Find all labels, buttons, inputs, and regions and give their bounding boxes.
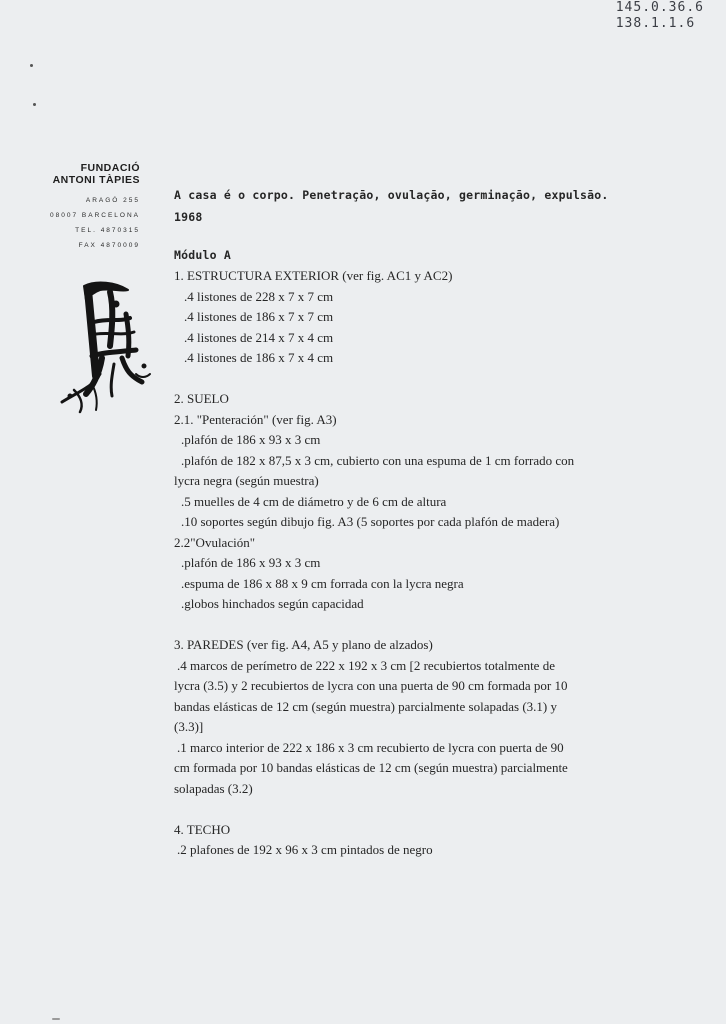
letterhead-name-line2: ANTONI TÀPIES bbox=[52, 174, 140, 186]
letterhead bbox=[48, 162, 140, 251]
section-2-heading: 2. SUELO bbox=[174, 391, 229, 406]
section-3-line: solapadas (3.2) bbox=[174, 780, 253, 796]
section-2-1-item: .plafón de 186 x 93 x 3 cm bbox=[181, 432, 321, 447]
section-1-item: .4 listones de 214 x 7 x 4 cm bbox=[184, 329, 334, 345]
letterhead-tel: TEL. 4870315 bbox=[75, 227, 140, 234]
fundacio-logo-chair-icon bbox=[56, 278, 154, 418]
paper-speck bbox=[52, 1018, 60, 1020]
section-4-item: .2 plafones de 192 x 96 x 3 cm pintados de negro bbox=[177, 842, 433, 857]
letterhead-name-line1: FUNDACIÓ bbox=[80, 162, 140, 174]
section-2-1-item: .10 soportes según dibujo fig. A3 (5 soportes por cada plafón de madera) bbox=[181, 514, 560, 529]
section-3-line: cm formada por 10 bandas elásticas de 12 cm (según muestra) parcialmente bbox=[174, 760, 568, 775]
section-2-1-item: .5 muelles de 4 cm de diámetro y de 6 cm de altura bbox=[181, 493, 447, 509]
section-2-2-item: .plafón de 186 x 93 x 3 cm bbox=[181, 555, 321, 570]
section-2-2-item: .espuma de 186 x 88 x 9 cm forrada con la lycra negra bbox=[181, 575, 464, 591]
section-4-heading: 4. TECHO bbox=[174, 821, 231, 837]
letterhead-address-line2: 08007 BARCELONA bbox=[50, 212, 140, 219]
letterhead-address-line1: ARAGÓ 255 bbox=[85, 197, 140, 204]
archive-handwritten-marks bbox=[616, 0, 704, 32]
document-title: A casa é o corpo. Penetraçāo, ovulaçāo, germinaçāo, expulsāo. bbox=[174, 188, 609, 202]
section-2-2-item: .globos hinchados según capacidad bbox=[181, 596, 364, 611]
archive-mark-2: 138.1.1.6 bbox=[615, 16, 696, 31]
section-3-line: (3.3)] bbox=[174, 719, 204, 734]
section-1-item: .4 listones de 186 x 7 x 4 cm bbox=[184, 350, 334, 365]
archive-mark-1: 145.0.36.6 bbox=[615, 0, 704, 15]
section-1-item: .4 listones de 228 x 7 x 7 cm bbox=[184, 288, 334, 304]
section-1-item: .4 listones de 186 x 7 x 7 cm bbox=[184, 309, 334, 324]
section-3-line: bandas elásticas de 12 cm (según muestra) parcialmente solapadas (3.1) y bbox=[174, 698, 557, 714]
section-3-line: .4 marcos de perímetro de 222 x 192 x 3 cm [2 recubiertos totalmente de bbox=[177, 657, 555, 673]
document-year: 1968 bbox=[174, 210, 203, 224]
section-3-line: .1 marco interior de 222 x 186 x 3 cm recubierto de lycra con puerta de 90 bbox=[177, 739, 564, 755]
letterhead-fax: FAX 4870009 bbox=[78, 242, 140, 249]
section-2-2-heading: 2.2"Ovulación" bbox=[174, 534, 256, 550]
section-2-1-item-continued: lycra negra (según muestra) bbox=[174, 473, 319, 488]
module-heading: Módulo A bbox=[174, 248, 231, 262]
section-3-heading: 3. PAREDES (ver fig. A4, A5 y plano de alzados) bbox=[174, 637, 433, 652]
section-1-heading: 1. ESTRUCTURA EXTERIOR (ver fig. AC1 y AC2) bbox=[174, 268, 453, 283]
document-body bbox=[174, 184, 609, 861]
section-2-1-heading: 2.1. "Penteración" (ver fig. A3) bbox=[174, 411, 337, 427]
section-3-line: lycra (3.5) y 2 recubiertos de lycra con una puerta de 90 cm formada por 10 bbox=[174, 678, 568, 693]
paper-speck bbox=[33, 103, 36, 106]
paper-speck bbox=[30, 64, 33, 67]
section-2-1-item: .plafón de 182 x 87,5 x 3 cm, cubierto con una espuma de 1 cm forrado con bbox=[181, 452, 575, 468]
